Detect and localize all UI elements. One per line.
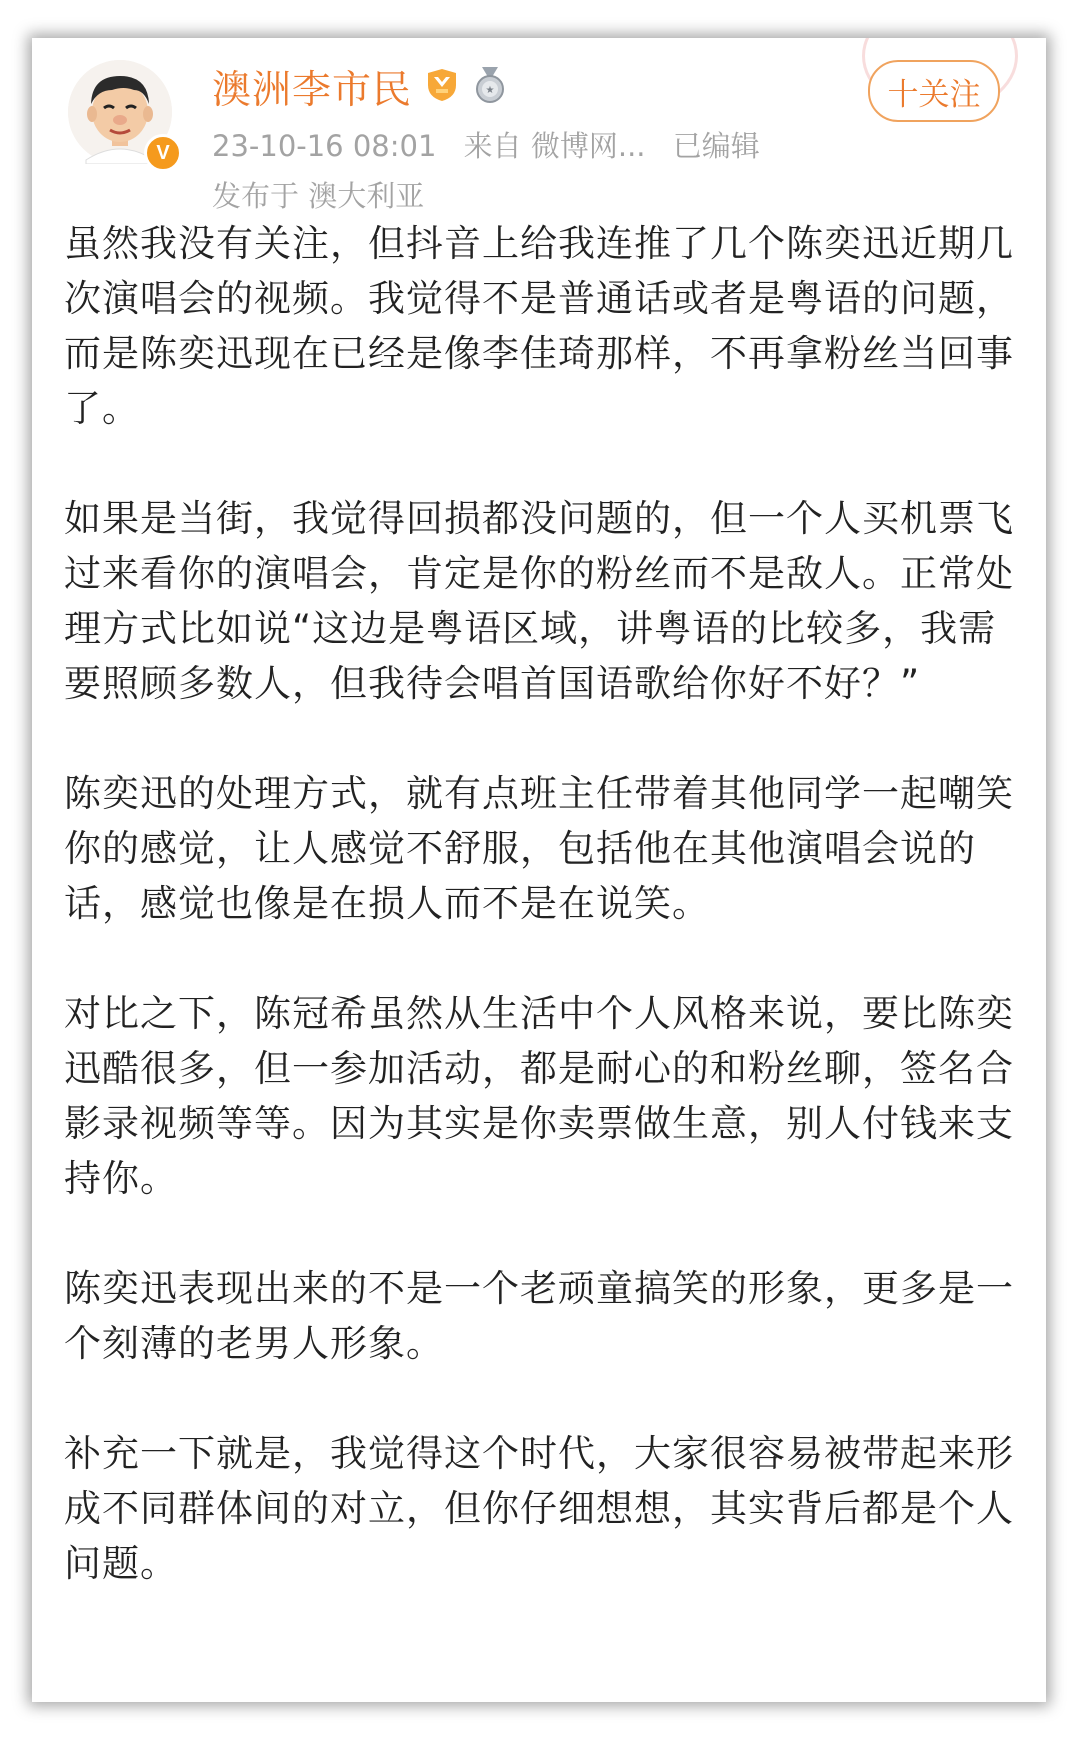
post-body xyxy=(64,216,1014,1591)
medal-icon[interactable] xyxy=(472,65,508,109)
post-source[interactable]: 来自 微博网... xyxy=(463,129,646,163)
svg-text:★: ★ xyxy=(485,85,495,96)
edited-label[interactable]: 已编辑 xyxy=(672,129,760,163)
verified-badge-icon: V xyxy=(144,134,182,172)
post-paragraph: 补充一下就是，我觉得这个时代，大家很容易被带起来形成不同群体间的对立，但你仔细想想，其实背后都是个人问题。 xyxy=(64,1432,1014,1585)
follow-button[interactable]: 十关注 xyxy=(868,60,1000,122)
post-paragraph: 如果是当街，我觉得回损都没问题的，但一个人买机票飞过来看你的演唱会，肯定是你的粉丝而不是敌人。正常处理方式比如说“这边是粤语区域，讲粤语的比较多，我需要照顾多数人，但我待会唱首国语歌给你好不好？” xyxy=(64,497,1014,705)
post-timestamp: 23-10-16 08:01 xyxy=(212,129,437,163)
post-paragraph: 陈奕迅的处理方式，就有点班主任带着其他同学一起嘲笑你的感觉，让人感觉不舒服，包括他在其他演唱会说的话，感觉也像是在损人而不是在说笑。 xyxy=(64,772,1014,925)
author-row xyxy=(212,60,508,114)
vip-shield-icon[interactable] xyxy=(422,65,462,109)
post-location: 发布于 澳大利亚 xyxy=(212,179,425,213)
post-paragraph: 对比之下，陈冠希虽然从生活中个人风格来说，要比陈奕迅酷很多，但一参加活动，都是耐心的和粉丝聊，签名合影录视频等等。因为其实是你卖票做生意，别人付钱来支持你。 xyxy=(64,992,1014,1200)
post-paragraph: 虽然我没有关注，但抖音上给我连推了几个陈奕迅近期几次演唱会的视频。我觉得不是普通话或者是粤语的问题，而是陈奕迅现在已经是像李佳琦那样，不再拿粉丝当回事了。 xyxy=(64,222,1014,430)
post-meta xyxy=(212,124,778,165)
username[interactable]: 澳洲李市民 xyxy=(212,68,413,113)
post-paragraph: 陈奕迅表现出来的不是一个老顽童搞笑的形象，更多是一个刻薄的老男人形象。 xyxy=(64,1267,1014,1365)
weibo-post-card xyxy=(32,38,1046,1702)
